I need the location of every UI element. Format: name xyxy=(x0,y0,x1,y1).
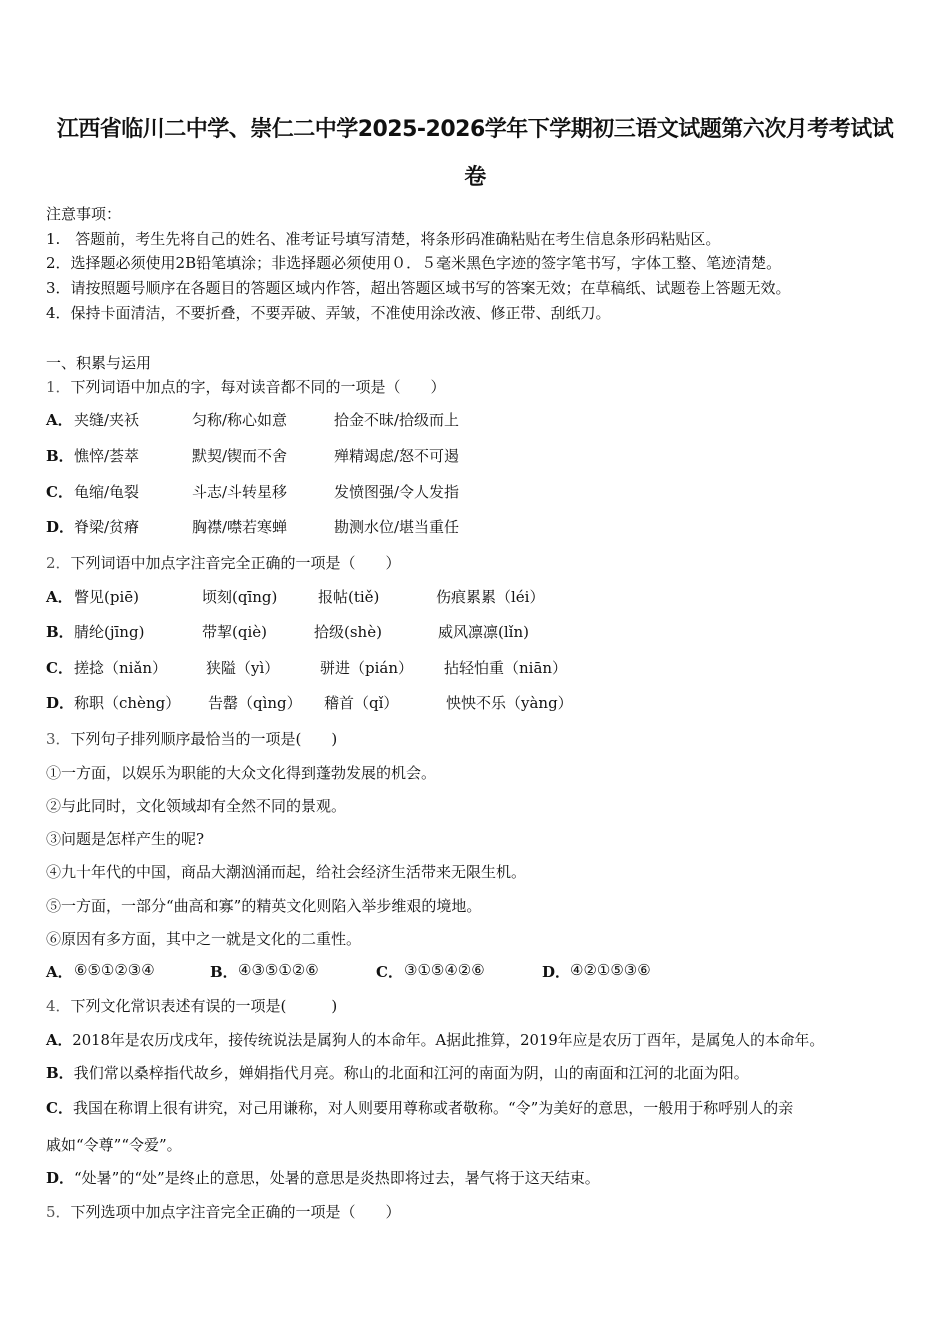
question-number: 3． xyxy=(46,730,71,748)
question-number: 4． xyxy=(46,997,71,1015)
option-text: “处暑”的“处”是终止的意思，处暑的意思是炎热即将过去，暑气将于这天结束。 xyxy=(74,1169,600,1187)
option-item: 瞥见(piē) xyxy=(74,588,139,606)
option-item: 称职（chèng） xyxy=(74,694,181,712)
option-text: 我们常以桑梓指代故乡，婵娟指代月亮。称山的北面和江河的南面为阴，山的南面和江河的北面为阳。 xyxy=(73,1064,749,1082)
option-label: D． xyxy=(46,694,75,712)
question-text: 下列句子排列顺序最恰当的一项是( ) xyxy=(70,730,338,748)
option-item: 发愤图强/令人发指 xyxy=(334,483,460,501)
question-3-sentence: ④九十年代的中国，商品大潮汹涌而起，给社会经济生活带来无限生机。 xyxy=(46,863,527,881)
option-item: 伤痕累累（léi） xyxy=(436,588,545,606)
option-label: C． xyxy=(376,963,403,981)
option-item: 胸襟/噤若寒蝉 xyxy=(192,518,288,536)
question-3-stem xyxy=(46,728,337,749)
option-label: A． xyxy=(46,411,73,429)
question-5-stem xyxy=(46,1201,401,1222)
question-2-stem xyxy=(46,552,401,573)
question-number: 5． xyxy=(46,1203,71,1221)
option-item: 憔悴/荟萃 xyxy=(74,447,140,465)
option-item: 搓捻（niǎn） xyxy=(74,659,168,677)
option-label: B． xyxy=(46,1064,74,1082)
option-item: 拾金不昧/拾级而上 xyxy=(334,411,460,429)
question-1-stem xyxy=(46,376,446,397)
option-item: 拈轻怕重（niān） xyxy=(444,659,568,677)
question-3-sentence: ③问题是怎样产生的呢? xyxy=(46,830,205,848)
option-label: A． xyxy=(46,588,73,606)
option-label: A． xyxy=(46,1032,73,1049)
option-item: 腈纶(jīng) xyxy=(74,623,145,641)
option-item: 默契/锲而不舍 xyxy=(192,447,288,465)
option-item: 狭隘（yì） xyxy=(206,659,280,677)
option-label: B． xyxy=(210,963,238,981)
option-item: 匀称/称心如意 xyxy=(192,411,288,429)
page-title: 江西省临川二中学、崇仁二中学2025-2026学年下学期初三语文试题第六次月考考试试 xyxy=(56,117,894,142)
option-label: B． xyxy=(46,447,74,465)
note-item: 1. 答题前，考生先将自己的姓名、准考证号填写清楚，将条形码准确粘贴在考生信息条形码粘贴区。 xyxy=(46,230,721,248)
option-item: 稽首（qǐ） xyxy=(324,694,399,712)
question-3-sentence: ⑤一方面，一部分“曲高和寡”的精英文化则陷入举步维艰的境地。 xyxy=(46,897,482,915)
option-item: 带挈(qiè) xyxy=(202,623,267,641)
option-text: 我国在称谓上很有讲究，对己用谦称，对人则要用尊称或者敬称。“令”为美好的意思，一般用于称呼别人的亲 xyxy=(72,1099,794,1117)
option-label: C． xyxy=(46,1099,73,1117)
option-label: C． xyxy=(46,659,73,677)
question-number: 2． xyxy=(46,554,71,572)
note-item: 2．选择题必须使用2B铅笔填涂；非选择题必须使用０．５毫米黑色字迹的签字笔书写，字体工整、笔迹清楚。 xyxy=(46,254,782,272)
option-item: 脊梁/贫瘠 xyxy=(74,518,140,536)
option-label: D． xyxy=(542,963,571,981)
option-item: 勘测水位/堪当重任 xyxy=(334,518,460,536)
question-4-option-a xyxy=(46,1029,824,1050)
option-item: 夹缝/夹袄 xyxy=(74,411,140,429)
option-item: ③①⑤④②⑥ xyxy=(404,961,485,979)
question-text: 下列词语中加点的字，每对读音都不同的一项是（ ） xyxy=(70,378,446,396)
option-label: B． xyxy=(46,623,74,641)
question-4-option-d xyxy=(46,1167,600,1188)
question-3-sentence: ②与此同时，文化领域却有全然不同的景观。 xyxy=(46,797,347,815)
note-item: 3．请按照题号顺序在各题目的答题区域内作答，超出答题区域书写的答案无效；在草稿纸、试题卷上答题无效。 xyxy=(46,279,791,297)
option-label: A． xyxy=(46,963,73,981)
question-4-stem xyxy=(46,995,337,1016)
section-heading: 一、积累与运用 xyxy=(46,354,152,372)
question-number: 1． xyxy=(46,378,71,396)
option-item: 殚精竭虑/怒不可遏 xyxy=(334,447,460,465)
option-item: 骈进（pián） xyxy=(320,659,414,677)
page-title-continued: 卷 xyxy=(464,165,486,190)
option-item: 顷刻(qīng) xyxy=(202,588,278,606)
notes-heading: 注意事项： xyxy=(46,205,122,223)
option-item: ④③⑤①②⑥ xyxy=(238,961,319,979)
option-item: 龟缩/龟裂 xyxy=(74,483,140,501)
option-label: C． xyxy=(46,483,73,501)
question-text: 下列选项中加点字注音完全正确的一项是（ ） xyxy=(70,1203,401,1221)
option-item: 告罄（qìng） xyxy=(208,694,302,712)
option-text: 2018年是农历戊戌年，接传统说法是属狗人的本命年。A据此推算，2019年应是农历丁酉年，是属兔人的本命年。 xyxy=(72,1032,825,1049)
option-item: ⑥⑤①②③④ xyxy=(74,961,155,979)
option-item: ④②①⑤③⑥ xyxy=(570,961,651,979)
option-label: D． xyxy=(46,518,75,536)
question-text: 下列文化常识表述有误的一项是( ) xyxy=(70,997,338,1015)
question-3-sentence: ⑥原因有多方面，其中之一就是文化的二重性。 xyxy=(46,930,362,948)
option-item: 威风凛凛(lǐn) xyxy=(438,623,529,641)
question-4-option-c xyxy=(46,1097,793,1118)
question-3-sentence: ①一方面，以娱乐为职能的大众文化得到蓬勃发展的机会。 xyxy=(46,764,437,782)
question-4-option-c-continued: 戚如“令尊”“令爱”。 xyxy=(46,1136,182,1154)
option-item: 拾级(shè) xyxy=(314,623,382,641)
option-label: D． xyxy=(46,1169,75,1187)
note-item: 4．保持卡面清洁，不要折叠，不要弄破、弄皱，不准使用涂改液、修正带、刮纸刀。 xyxy=(46,304,611,322)
option-item: 报帖(tiě) xyxy=(318,588,380,606)
option-item: 怏怏不乐（yàng） xyxy=(446,694,573,712)
option-item: 斗志/斗转星移 xyxy=(192,483,288,501)
question-text: 下列词语中加点字注音完全正确的一项是（ ） xyxy=(70,554,401,572)
question-4-option-b xyxy=(46,1062,749,1083)
